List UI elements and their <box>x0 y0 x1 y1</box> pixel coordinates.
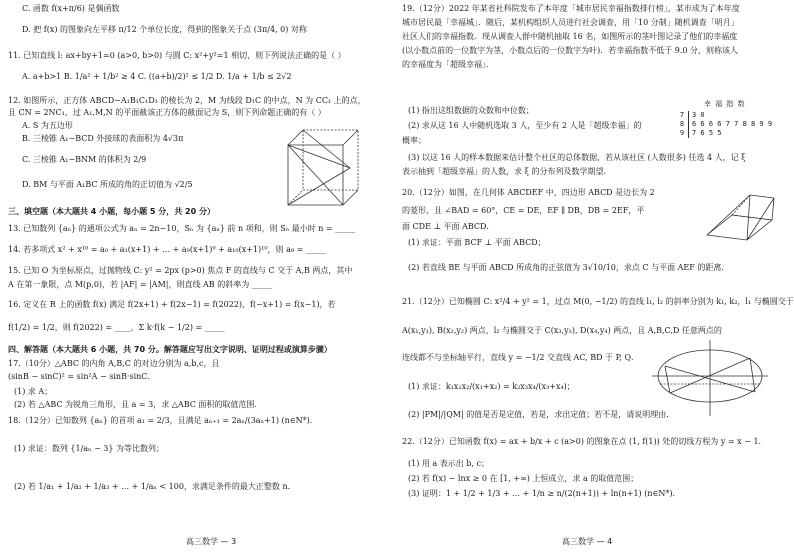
section-solutions: 四、解答题（本大题共 6 小题，共 70 分。解答题应写出文字说明、证明过程或演算步骤） <box>8 345 332 354</box>
q16-line-2: f(1/2) = 1/2，则 f(2022) = ____，Σ k·f(k − 1/2) = _____ <box>8 323 225 332</box>
q11-stem: 11. 已知直线 l: ax+by+1=0 (a>0, b>0) 与圆 C: x²+y²=1 相切，则下列说法正确的是（ ） <box>8 51 346 60</box>
q17-part-1: (1) 求 A； <box>14 387 53 396</box>
q12-stem-1: 12. 如图所示，正方体 ABCD−A₁B₁C₁D₁ 的棱长为 2，M 为线段 D₁C 的中点，N 为 CC₁ 上的点， <box>8 96 366 105</box>
q22-part-3: (3) 证明：1 + 1/2 + 1/3 + … + 1/n ≥ n/(2(n+1)) + ln(n+1) (n∈N*)． <box>408 489 681 498</box>
q18-part-1: (1) 求证：数列 {1/aₙ − 3} 为等比数列； <box>14 444 165 453</box>
q15-line-1: 15. 已知 O 为坐标原点，过抛物线 C: y² = 2px (p>0) 焦点 F 的直线与 C 交于 A,B 两点，其中 <box>8 266 353 275</box>
stem-leaf-title: 幸 福 指 数 <box>704 100 745 108</box>
q19-line-1: 19.（12分）2022 年某省社科院发布了本年度「城市居民幸福指数排行榜」，某市成为了本年度 <box>402 4 740 13</box>
q18-stem: 18.（12分）已知数列 {aₙ} 的首项 a₁ = 2/3，且满足 aₙ₊₁ = 2aₙ/(3aₙ+1) (n∈N*)． <box>8 416 318 425</box>
q12-option-b: B. 三棱锥 A₁−BCD 外接球的表面积为 4√3π <box>22 134 184 143</box>
stem-value: 8 <box>679 120 685 128</box>
q17-part-2: (2) 若 △ABC 为锐角三角形，且 a = 3，求 △ABC 面积的取值范围． <box>14 400 263 409</box>
q21-line-2: A(x₁,y₁), B(x₂,y₂) 两点，l₂ 与椭圆交于 C(x₃,y₃), D(x₄,y₄) 两点，且 A,B,C,D 任意两点的 <box>402 326 722 335</box>
q19-line-3: 社区人们的幸福指数．现从调查人群中随机抽取 16 名，如图所示的茎叶图记录了他们的幸福度 <box>402 32 738 41</box>
q14: 14. 若多项式 x² + x¹⁰ = a₀ + a₁(x+1) + … + a₉(x+1)⁹ + a₁₀(x+1)¹⁰，则 a₉ = _____ <box>8 245 326 254</box>
polyhedron-figure <box>702 190 782 245</box>
q20-line-1: 20.（12分）如图，在几何体 ABCDEF 中，四边形 ABCD 是边长为 2 <box>402 188 655 197</box>
q12-option-d: D. BM 与平面 A₁BC 所成的角的正切值为 √2/5 <box>22 180 193 189</box>
q21-line-1: 21.（12分）已知椭圆 C: x²/4 + y² = 1，过点 M(0, −1/2) 的直线 l₁, l₂ 的斜率分别为 k₁, k₂，l₁ 与椭圆交于 <box>402 297 794 306</box>
leaf-values: 6 6 6 6 7 7 8 8 9 9 <box>692 120 773 128</box>
q10-option-d: D. 把 f(x) 的图象向左平移 π/12 个单位长度，得到的图象关于点 (3π/4, 0) 对称 <box>22 25 307 34</box>
q10-option-c: C. 函数 f(x+π/6) 是偶函数 <box>22 4 120 13</box>
q11-options: A. a+b>1 B. 1/a² + 1/b² ≥ 4 C. ((a+b)/2)² ≤ 1/2 D. 1/a + 1/b ≤ 2√2 <box>22 72 292 81</box>
q13: 13. 已知数列 {aₙ} 的通项公式为 aₙ = 2n−10，Sₙ 为 {aₙ} 前 n 项和，则 Sₙ 最小时 n = _____ <box>8 224 356 233</box>
q20-part-1: (1) 求证：平面 BCF ⊥ 平面 ABCD； <box>408 238 546 247</box>
q20-line-2: 的菱形，且 ∠BAD = 60°，CE = DE，EF ∥ DB，DB = 2EF，平 <box>402 206 645 215</box>
q19-line-5: 的幸福度为「超级幸福」． <box>402 60 494 69</box>
page-footer-right: 高三数学 — 4 <box>562 537 613 546</box>
leaf-column <box>692 111 772 138</box>
q21-part-2: (2) |PM|/|QM| 的值是否是定值，若是，求出定值；若不是，请说明理由． <box>408 410 675 419</box>
page-footer-left: 高三数学 — 3 <box>186 537 237 546</box>
q20-part-2: (2) 若直线 BE 与平面 ABCD 所成角的正弦值为 3√10/10，求点 C 与平面 AEF 的距离． <box>408 263 730 272</box>
q22-part-1: (1) 用 a 表示出 b, c； <box>408 459 489 468</box>
q21-part-1: (1) 求证：k₁x₁x₂/(x₁+x₂) = k₂x₃x₄/(x₃+x₄)； <box>408 382 575 391</box>
q19-line-4: (以小数点前的一位数字为茎，小数点后的一位数字为叶)．若幸福指数不低于 9.0 分，则称该人 <box>402 46 739 55</box>
right-page <box>402 0 794 558</box>
q15-line-2: A 在第一象限，点 M(p,0)，若 |AF| = |AM|，则直线 AB 的斜率为 _____ <box>8 280 272 289</box>
q12-stem-2: 且 CN = 2NC₁，过 A₁,M,N 的平面截该正方体的截面记为 S，则下列命题正确的有（ ） <box>8 108 326 117</box>
q20-line-3: 面 CDE ⊥ 平面 ABCD． <box>402 222 495 231</box>
stem-value: 7 <box>679 111 685 119</box>
q18-part-2: (2) 若 1/a₁ + 1/a₂ + 1/a₃ + … + 1/aₙ < 100，求满足条件的最大正整数 n． <box>14 482 296 491</box>
cube-figure <box>278 120 368 215</box>
stem-leaf-plot <box>676 100 745 109</box>
q17-equation: (sinB − sinC)² = sin²A − sinB·sinC． <box>8 372 156 381</box>
q21-line-3: 连线都不与坐标轴平行，直线 y = −1/2 交直线 AC, BD 于 P, Q． <box>402 353 639 362</box>
q19-part-2-cont: 概率； <box>402 136 426 145</box>
q22-part-2: (2) 若 f(x) − lnx ≥ 0 在 [1, +∞) 上恒成立，求 a 的取值范围； <box>408 474 639 483</box>
left-page <box>8 0 393 558</box>
q19-part-3: (3) 以这 16 人的样本数据来估计整个社区的总体数据，若从该社区 (人数很多) 任选 4 人，记 ξ <box>408 153 746 162</box>
stem-column <box>676 111 689 138</box>
q12-option-a: A. S 为五边形 <box>22 121 73 130</box>
q16-line-1: 16. 定义在 R 上的函数 f(x) 满足 f(2x+1) + f(2x−1) = f(2022)，f(−x+1) = f(x−1)，若 <box>8 300 336 309</box>
q22-stem: 22.（12分）已知函数 f(x) = ax + b/x + c (a>0) 的图象在点 (1, f(1)) 处的切线方程为 y = x − 1． <box>402 437 767 446</box>
q17-stem: 17.（10分）△ABC 的内角 A,B,C 的对边分别为 a,b,c，且 <box>8 359 220 368</box>
q19-part-2: (2) 求从这 16 人中随机选取 3 人，至少有 2 人是「超级幸福」的 <box>408 121 642 130</box>
leaf-values: 7 6 5 5 <box>692 129 722 137</box>
q19-line-2: 城市居民最「幸福城」．随后，某机构组织人员进行社会调查，用「10 分制」随机调查「明月」 <box>402 18 739 27</box>
section-fill-blank: 三、填空题（本大题共 4 小题，每小题 5 分，共 20 分） <box>8 207 215 216</box>
q19-part-3-cont: 表示抽到「超级幸福」的人数，求 ξ 的分布列及数学期望． <box>402 167 612 176</box>
ellipse-figure <box>650 338 770 418</box>
leaf-values: 3 0 <box>692 111 705 119</box>
q12-option-c: C. 三棱锥 A₁−BNM 的体积为 2/9 <box>22 155 147 164</box>
stem-value: 9 <box>679 129 685 137</box>
q19-part-1: (1) 指出这组数据的众数和中位数； <box>408 106 534 115</box>
